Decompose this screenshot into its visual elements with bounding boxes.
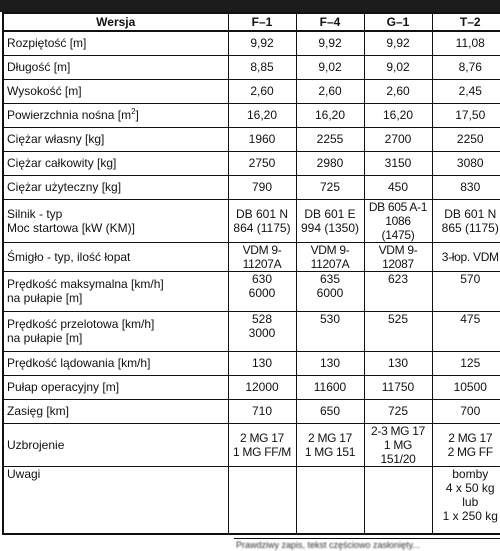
cell-value: 3150 xyxy=(364,151,432,175)
row-label-text: Zasięg [km] xyxy=(7,404,70,418)
cell-value: 9,92 xyxy=(364,31,432,55)
row-label-text: Powierzchnia nośna [m xyxy=(7,108,132,122)
cell-value-line: 2 MG FF xyxy=(447,444,493,459)
cell-value: 2750 xyxy=(228,151,296,175)
cell-value: 8,85 xyxy=(228,55,296,79)
cell-value-line: 570 xyxy=(460,271,481,286)
cell-value xyxy=(296,271,364,311)
table-row xyxy=(3,175,500,199)
cell-value: 2255 xyxy=(296,127,364,151)
table-row xyxy=(3,31,500,55)
row-label-text: Ciężar całkowity [kg] xyxy=(7,156,117,170)
cell-value-line: 6000 xyxy=(248,285,276,300)
row-label xyxy=(3,311,228,351)
row-label xyxy=(3,466,228,534)
cell-value: 16,20 xyxy=(364,103,432,127)
row-label-text: Śmigło - typ, ilość łopat xyxy=(7,249,131,264)
cell-value-line: 2 MG 17 xyxy=(308,430,352,445)
cell-value xyxy=(432,271,500,311)
cell-value xyxy=(228,466,296,534)
cell-value xyxy=(364,311,432,351)
cell-value-line: 1 MG FF/M xyxy=(233,444,291,459)
cell-value xyxy=(296,466,364,534)
cell-value: 16,20 xyxy=(296,103,364,127)
cell-value: 3080 xyxy=(432,151,500,175)
cell-value: 11750 xyxy=(364,375,432,399)
table-row xyxy=(3,151,500,175)
cell-value-line: 530 xyxy=(319,311,341,326)
cell-value-line: 994 (1350) xyxy=(300,220,360,235)
cell-value: 3-łop. VDM xyxy=(432,242,500,271)
row-label-line: na pułapie [m] xyxy=(7,331,83,345)
cell-value-line: lub xyxy=(462,494,479,509)
row-label-line: Prędkość przelotowa [km/h] xyxy=(7,317,155,331)
row-label xyxy=(3,31,228,55)
cell-value: 17,50 xyxy=(432,103,500,127)
row-label xyxy=(3,127,228,151)
row-label-text: Wysokość [m] xyxy=(7,84,82,98)
cell-value-line: bomby xyxy=(452,466,489,481)
row-label xyxy=(3,423,228,466)
cell-value: 725 xyxy=(364,399,432,423)
table-row xyxy=(3,375,500,399)
cell-value xyxy=(228,271,296,311)
row-label-text: Uzbrojenie xyxy=(7,437,65,452)
row-label-text: Prędkość lądowania [km/h] xyxy=(7,356,151,370)
row-label xyxy=(3,242,228,271)
cell-value-line: 1086 (1475) xyxy=(381,213,415,242)
cell-value: VDM 9-11207A xyxy=(228,242,296,271)
row-label-text: Rozpiętość [m] xyxy=(7,36,87,51)
cell-value xyxy=(228,423,296,466)
cell-value: 16,20 xyxy=(228,103,296,127)
cell-value: 9,92 xyxy=(296,31,364,55)
cell-value-line: DB 601 N xyxy=(235,206,289,221)
row-label-line: Prędkość maksymalna [km/h] xyxy=(7,277,164,291)
cell-value xyxy=(432,466,500,534)
cell-value-line: DB 601 E xyxy=(304,206,356,221)
cell-value: 2700 xyxy=(364,127,432,151)
cell-value: 700 xyxy=(432,399,500,423)
cell-value: 10500 xyxy=(432,375,500,399)
cell-value: 2,45 xyxy=(432,79,500,103)
row-label-line: na pułapie [m] xyxy=(7,291,83,305)
row-label xyxy=(3,79,228,103)
cell-value-line: 525 xyxy=(387,311,409,326)
table-row xyxy=(3,351,500,375)
cell-value: 450 xyxy=(364,175,432,199)
cell-value: 9,02 xyxy=(296,55,364,79)
row-label-text: Długość [m] xyxy=(7,60,71,74)
table-row xyxy=(3,55,500,79)
table-row xyxy=(3,423,500,466)
specification-table xyxy=(2,12,500,535)
cell-value: 11,08 xyxy=(432,31,500,55)
cell-value-line: 864 (1175) xyxy=(233,220,291,235)
cell-value xyxy=(364,271,432,311)
cell-value xyxy=(296,423,364,466)
row-label xyxy=(3,199,228,242)
cell-value xyxy=(228,199,296,242)
header-version: Wersja xyxy=(3,13,228,31)
spec-sheet xyxy=(0,12,500,535)
cell-value xyxy=(364,423,432,466)
row-label xyxy=(3,375,228,399)
table-row xyxy=(3,127,500,151)
cell-value xyxy=(296,311,364,351)
cell-value: 650 xyxy=(296,399,364,423)
cell-value-line: 2 MG 17 xyxy=(448,430,493,445)
cell-value-line: 1 MG 151/20 xyxy=(380,437,416,466)
cell-value: 12000 xyxy=(228,375,296,399)
cell-value-line: 3000 xyxy=(248,325,276,340)
cell-value: 11600 xyxy=(296,375,364,399)
cell-value: 125 xyxy=(432,351,500,375)
footer-continuation xyxy=(0,538,500,551)
row-label-tail: ] xyxy=(135,108,139,122)
cell-value: 9,92 xyxy=(228,31,296,55)
cell-value-line: 1 x 250 kg xyxy=(442,508,498,523)
cell-value: 830 xyxy=(432,175,500,199)
cell-value: 1960 xyxy=(228,127,296,151)
cell-value-line: 2 MG 17 xyxy=(240,430,284,445)
cell-value-line: 865 (1175) xyxy=(441,220,499,235)
row-label-text: Ciężar własny [kg] xyxy=(7,132,105,146)
cell-value: 725 xyxy=(296,175,364,199)
cell-value: VDM 9-11207A xyxy=(296,242,364,271)
row-label xyxy=(3,351,228,375)
cell-value xyxy=(364,199,432,242)
row-label-line: Moc startowa [kW (KM)] xyxy=(7,220,136,235)
cell-value xyxy=(296,199,364,242)
table-row xyxy=(3,199,500,242)
cell-value: 2980 xyxy=(296,151,364,175)
footer-text: Prawdziwy zapis, tekst częściowo zasłonięty... xyxy=(236,540,420,550)
row-label-line: Silnik - typ xyxy=(7,206,63,221)
cell-value: 130 xyxy=(296,351,364,375)
cell-value-line: 623 xyxy=(387,271,409,286)
row-label-text: Pułap operacyjny [m] xyxy=(7,380,120,394)
cell-value xyxy=(432,199,500,242)
cell-value: 2,60 xyxy=(228,79,296,103)
top-border-bar xyxy=(0,0,500,12)
header-f1: F–1 xyxy=(228,13,296,31)
cell-value xyxy=(228,311,296,351)
cell-value xyxy=(364,466,432,534)
cell-value: 9,02 xyxy=(364,55,432,79)
cell-value: 8,76 xyxy=(432,55,500,79)
row-label xyxy=(3,175,228,199)
cell-value: 790 xyxy=(228,175,296,199)
table-row xyxy=(3,271,500,311)
header-f4: F–4 xyxy=(296,13,364,31)
cell-value: 2250 xyxy=(432,127,500,151)
cell-value: 2,60 xyxy=(296,79,364,103)
table-row xyxy=(3,311,500,351)
cell-value: VDM 9-12087 xyxy=(364,242,432,271)
cell-value-line: 1 MG 151 xyxy=(304,444,356,459)
cell-value-line: 475 xyxy=(460,311,481,326)
row-label-text: Ciężar użyteczny [kg] xyxy=(7,180,122,194)
row-label-superscript: 2 xyxy=(131,107,136,116)
row-label xyxy=(3,55,228,79)
cell-value-line: 2-3 MG 17 xyxy=(371,423,425,438)
cell-value-line: 6000 xyxy=(316,285,344,300)
cell-value: 710 xyxy=(228,399,296,423)
table-row xyxy=(3,79,500,103)
cell-value-line: DB 605 A-1 xyxy=(368,199,428,214)
header-t2: T–2 xyxy=(432,13,500,31)
cell-value-line: 630 xyxy=(251,271,273,286)
header-row xyxy=(3,13,500,31)
row-label xyxy=(3,151,228,175)
table-row xyxy=(3,466,500,534)
cell-value xyxy=(432,311,500,351)
table-body xyxy=(3,31,500,534)
cell-value xyxy=(432,423,500,466)
cell-value: 130 xyxy=(364,351,432,375)
row-label xyxy=(3,103,228,127)
table-row xyxy=(3,103,500,127)
cell-value-line: 4 x 50 kg xyxy=(445,480,495,495)
header-g1: G–1 xyxy=(364,13,432,31)
cell-value-line: DB 601 N xyxy=(444,206,497,221)
row-label-text: Uwagi xyxy=(7,466,41,481)
cell-value-line: 635 xyxy=(319,271,341,286)
cell-value-line: 528 xyxy=(251,311,273,326)
table-row xyxy=(3,242,500,271)
cell-value: 130 xyxy=(228,351,296,375)
row-label xyxy=(3,399,228,423)
row-label xyxy=(3,271,228,311)
cell-value: 2,60 xyxy=(364,79,432,103)
table-row xyxy=(3,399,500,423)
